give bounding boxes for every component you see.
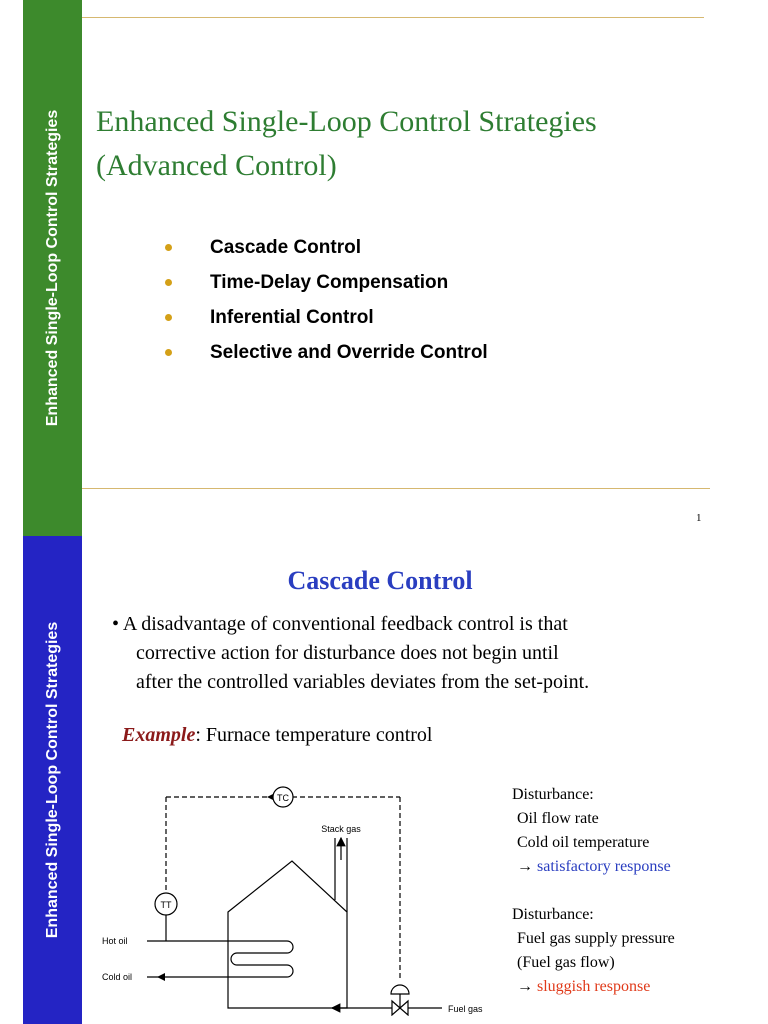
disturbance-heading-1: Disturbance: — [512, 786, 594, 803]
furnace-body — [228, 861, 347, 1008]
disturbance-item: Fuel gas supply pressure — [517, 930, 675, 947]
slide-2-sidebar — [23, 536, 82, 1024]
body-line: • A disadvantage of conventional feedback control is that — [112, 613, 568, 635]
example-line — [122, 724, 432, 747]
top-divider — [82, 17, 704, 18]
title-line-2: (Advanced Control) — [96, 149, 337, 182]
slide-2-title: Cascade Control — [287, 566, 473, 595]
sluggish-response: sluggish response — [537, 978, 651, 995]
bullet-dot-icon — [165, 279, 172, 286]
topic-list — [160, 230, 488, 370]
cold-oil-label: Cold oil — [102, 972, 133, 982]
slide-2-body — [112, 610, 712, 697]
satisfactory-response: satisfactory response — [537, 858, 671, 875]
valve-actuator-icon — [391, 985, 409, 994]
slide-1-sidebar — [23, 0, 82, 536]
bullet-dot-icon — [165, 314, 172, 321]
example-label: Example — [122, 724, 196, 746]
fuel-gas-label: Fuel gas — [448, 1004, 483, 1014]
topic-item: Selective and Override Control — [160, 335, 488, 370]
disturbance-notes — [512, 783, 675, 999]
slide-1-sidebar-text: Enhanced Single-Loop Control Strategies — [43, 109, 61, 427]
slide-1-title — [96, 100, 756, 188]
topic-item: Time-Delay Compensation — [160, 265, 488, 300]
disturbance-item: Oil flow rate — [517, 810, 599, 827]
example-text: : Furnace temperature control — [195, 724, 433, 746]
slide-2-sidebar-text: Enhanced Single-Loop Control Strategies — [43, 621, 61, 939]
tt-label: TT — [160, 900, 172, 910]
title-line-1: Enhanced Single-Loop Control Strategies — [96, 105, 597, 138]
topic-item: Inferential Control — [160, 300, 488, 335]
bullet-dot-icon — [165, 244, 172, 251]
body-line: after the controlled variables deviates from the set-point. — [136, 671, 590, 693]
disturbance-item: Cold oil temperature — [517, 834, 650, 851]
disturbance-item: (Fuel gas flow) — [517, 954, 615, 971]
body-line: corrective action for disturbance does not begin until — [136, 642, 559, 664]
bullet-dot-icon — [165, 349, 172, 356]
right-arrow-icon: → — [517, 858, 537, 875]
disturbance-result-1 — [512, 855, 675, 879]
disturbance-heading-2: Disturbance: — [512, 906, 594, 923]
stack-gas-label: Stack gas — [321, 824, 361, 834]
tc-label: TC — [277, 793, 289, 803]
disturbance-result-2 — [512, 975, 675, 999]
right-arrow-icon: → — [517, 978, 537, 995]
hot-oil-label: Hot oil — [102, 936, 128, 946]
page-number: 1 — [696, 512, 702, 524]
furnace-diagram — [92, 776, 492, 1016]
bottom-divider — [82, 488, 710, 489]
topic-item: Cascade Control — [160, 230, 488, 265]
slide-2 — [0, 536, 768, 1024]
